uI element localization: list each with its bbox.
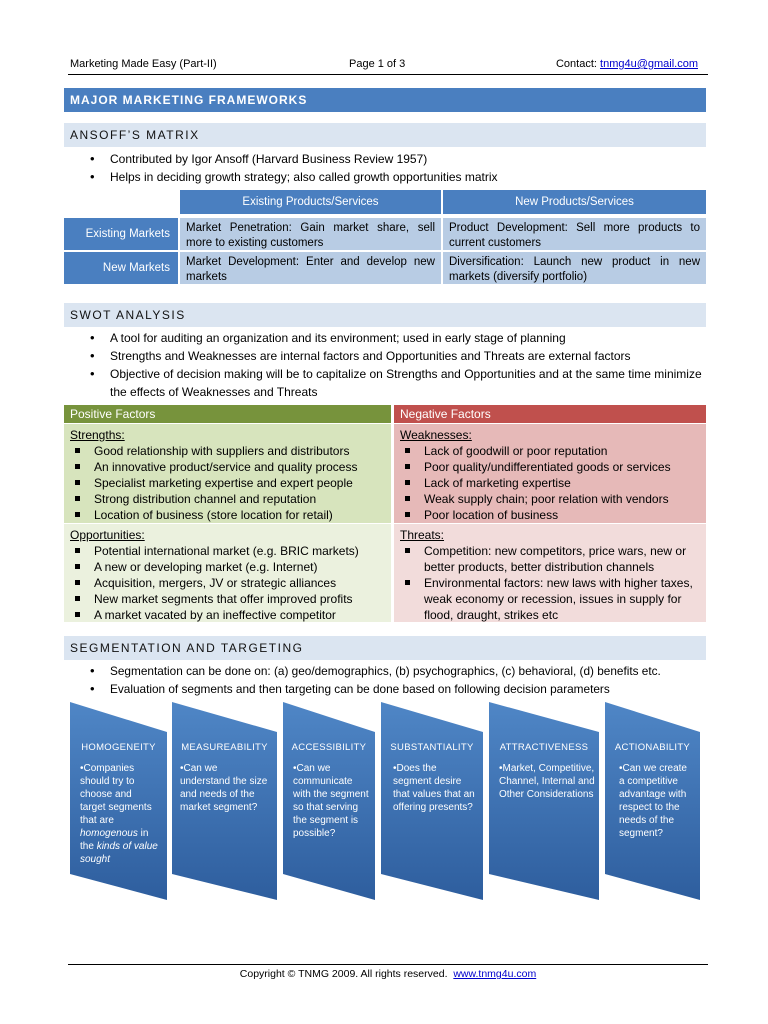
opportunities-title: Opportunities: <box>70 528 145 542</box>
param-label: MEASUREABILITY <box>181 742 268 753</box>
list-item: Acquisition, mergers, JV or strategic alliances <box>70 575 385 591</box>
chevron-shape <box>489 702 599 900</box>
param-label: ACTIONABILITY <box>614 742 691 753</box>
list-item: Strong distribution channel and reputation <box>70 491 385 507</box>
list-item: Potential international market (e.g. BRIC markets) <box>70 543 385 559</box>
swot-negative-header: Negative Factors <box>394 405 706 423</box>
list-item: An innovative product/service and quality process <box>70 459 385 475</box>
list-item: Poor quality/undifferentiated goods or services <box>400 459 700 475</box>
ansoff-bullets <box>82 150 702 186</box>
param-text: •Market, Competitive, Channel, Internal and Other Considerations <box>499 763 595 800</box>
page-header <box>68 56 706 74</box>
list-item: Lack of marketing expertise <box>400 475 700 491</box>
section-frameworks-title: MAJOR MARKETING FRAMEWORKS <box>64 88 706 112</box>
swot-threats <box>394 524 706 622</box>
param-homogeneity <box>70 702 167 900</box>
list-item: • Helps in deciding growth strategy; also called growth opportunities matrix <box>82 168 702 186</box>
list-item: A market vacated by an ineffective competitor <box>70 607 385 623</box>
param-text: •Can we understand the size and needs of the market segment? <box>180 763 268 813</box>
contact-email-link[interactable]: tnmg4u@gmail.com <box>600 58 698 70</box>
list-item: • A tool for auditing an organization and its environment; used in early stage of planning <box>82 329 702 347</box>
weaknesses-title: Weaknesses: <box>400 428 472 442</box>
param-text: •Can we create a competitive advantage with respect to the needs of the segment? <box>619 763 687 839</box>
ansoff-row-header: New Markets <box>64 252 178 284</box>
page-number: Page 1 of 3 <box>349 58 406 70</box>
list-item: Weak supply chain; poor relation with vendors <box>400 491 700 507</box>
param-label: ACCESSIBILITY <box>291 742 367 753</box>
param-label: ATTRACTIVENESS <box>499 742 589 753</box>
page-footer <box>68 968 708 980</box>
param-actionability <box>605 702 700 900</box>
list-item: Environmental factors: new laws with higher taxes, weak economy or recession, issues in supply for flood, draught, strikes etc <box>400 575 700 623</box>
list-item: Good relationship with suppliers and distributors <box>70 443 385 459</box>
list-item: • Segmentation can be done on: (a) geo/demographics, (b) psychographics, (c) behavioral, (d) benefits etc. <box>82 662 706 680</box>
ansoff-cell-penetration: Market Penetration: Gain market share, sell more to existing customers <box>180 218 441 250</box>
list-item: • Strengths and Weaknesses are internal factors and Opportunities and Threats are external factors <box>82 347 702 365</box>
header-divider <box>68 74 708 75</box>
document-title: Marketing Made Easy (Part-II) <box>70 58 217 70</box>
ansoff-col-header: Existing Products/Services <box>180 190 441 214</box>
param-text: •Can we communicate with the segment so that serving the segment is possible? <box>293 763 369 839</box>
swot-strengths <box>64 424 391 523</box>
param-label: HOMOGENEITY <box>81 742 156 753</box>
list-item: • Objective of decision making will be to capitalize on Strengths and Opportunities and at the same time minimize the effects of Weaknesses and Threats <box>82 365 702 401</box>
param-text: •Companies should try to choose and target segments that are homogenous in the kinds of value sought <box>80 763 158 865</box>
ansoff-col-header: New Products/Services <box>443 190 706 214</box>
section-swot-title: SWOT ANALYSIS <box>64 303 706 327</box>
param-text: •Does the segment desire that values that an offering presents? <box>393 763 475 813</box>
swot-bullets <box>82 329 702 401</box>
copyright: Copyright © TNMG 2009. All rights reserved. <box>239 968 448 980</box>
list-item: A new or developing market (e.g. Internet) <box>70 559 385 575</box>
footer-divider <box>68 964 708 965</box>
contact-label: Contact: <box>555 58 597 70</box>
threats-title: Threats: <box>400 528 445 542</box>
param-accessibility <box>283 702 375 900</box>
swot-positive-header: Positive Factors <box>64 405 391 423</box>
param-substantiality <box>381 702 483 900</box>
param-measureability <box>172 702 277 900</box>
list-item: Location of business (store location for retail) <box>70 507 385 523</box>
ansoff-cell-product-development: Product Development: Sell more products to current customers <box>443 218 706 250</box>
list-item: • Contributed by Igor Ansoff (Harvard Business Review 1957) <box>82 150 702 168</box>
list-item: New market segments that offer improved profits <box>70 591 385 607</box>
list-item: Specialist marketing expertise and expert people <box>70 475 385 491</box>
section-ansoff-title: ANSOFF’S MATRIX <box>64 123 706 147</box>
list-item: Competition: new competitors, price wars, new or better products, better distribution channels <box>400 543 700 575</box>
list-item: • Evaluation of segments and then targeting can be done based on following decision parameters <box>82 680 706 698</box>
contact <box>556 58 698 70</box>
ansoff-cell-diversification: Diversification: Launch new product in new markets (diversify portfolio) <box>443 252 706 284</box>
param-label: SUBSTANTIALITY <box>390 742 474 753</box>
list-item: Poor location of business <box>400 507 700 523</box>
ansoff-cell-market-development: Market Development: Enter and develop new markets <box>180 252 441 284</box>
website-link[interactable]: www.tnmg4u.com <box>453 968 537 980</box>
list-item: Lack of goodwill or poor reputation <box>400 443 700 459</box>
segmentation-bullets <box>82 662 706 698</box>
strengths-title: Strengths: <box>70 428 125 442</box>
swot-weaknesses <box>394 424 706 523</box>
section-segmentation-title: SEGMENTATION AND TARGETING <box>64 636 706 660</box>
swot-opportunities <box>64 524 391 622</box>
ansoff-row-header: Existing Markets <box>64 218 178 250</box>
param-attractiveness <box>489 702 599 900</box>
